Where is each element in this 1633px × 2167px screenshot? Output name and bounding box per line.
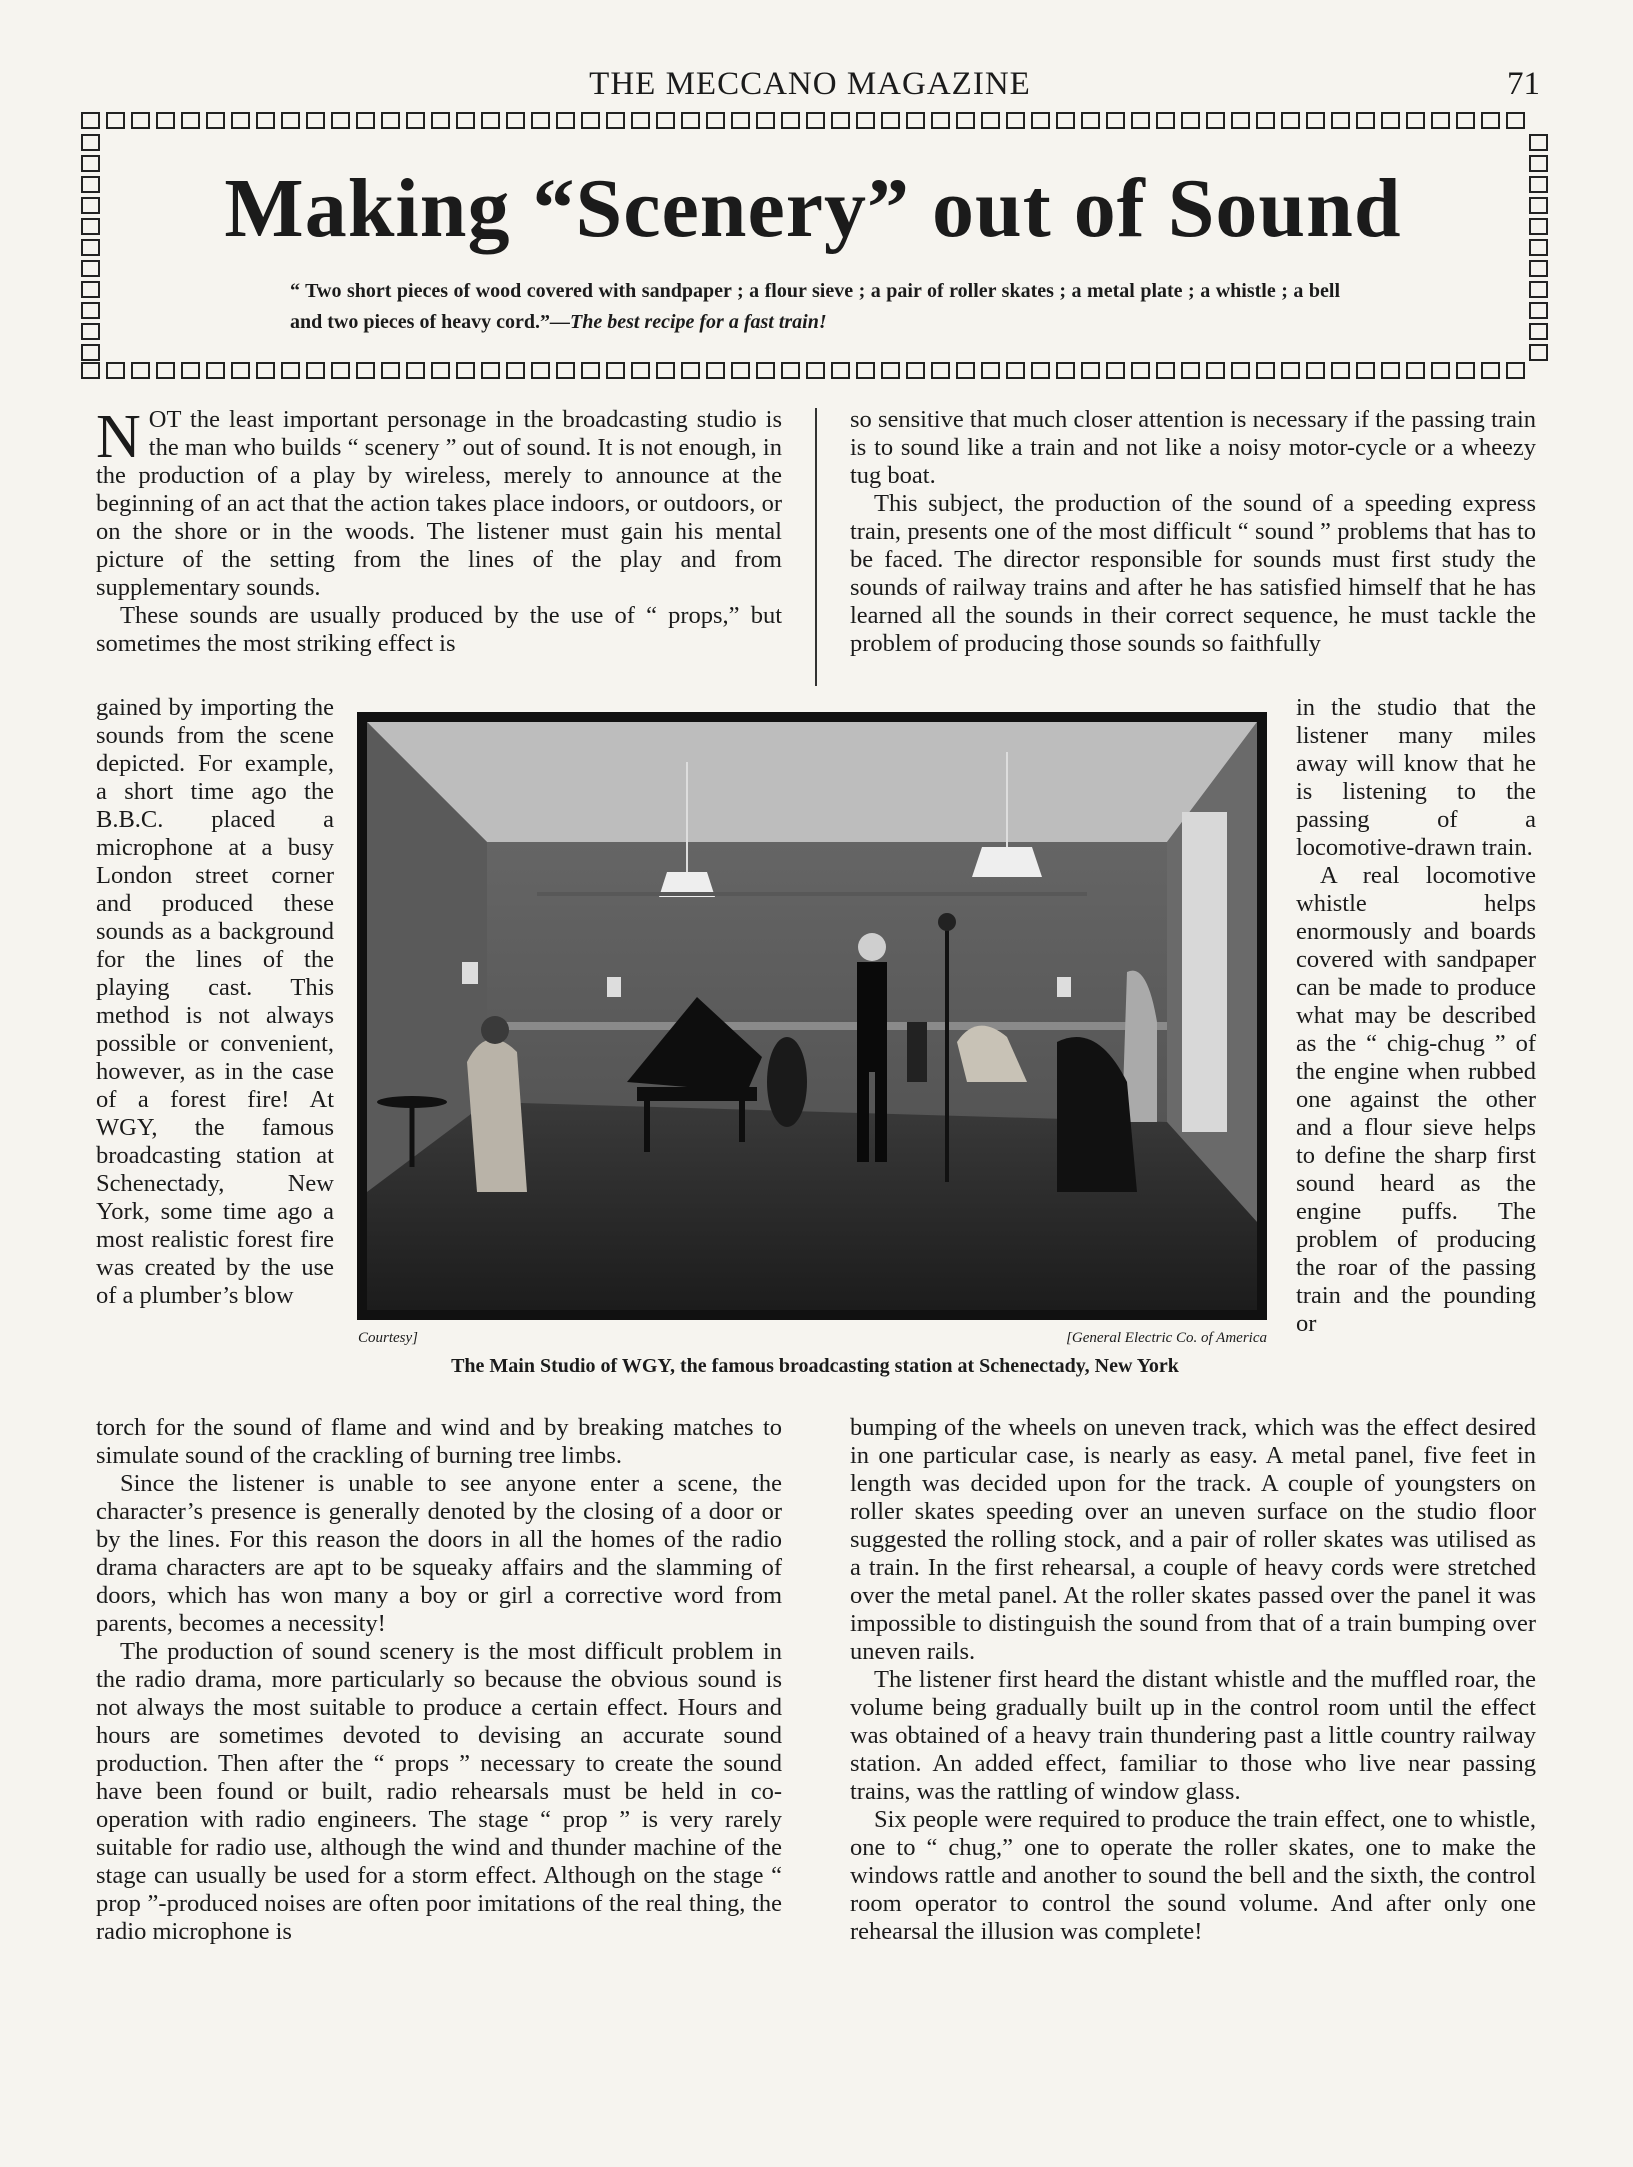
paragraph: bumping of the wheels on uneven track, which was the effect desired in one particular case, is nearly as easy. A metal panel, five feet in length was decided upon for the track. A couple of youngsters on roller skates speeding over an uneven surface on the studio floor suggested the rolling stock, and a pair of roller skates was utilised as a train. In the first rehearsal, a couple of heavy cords were stretched over the metal panel. At the roller skates passed over the panel it was impossible to distinguish the sound from that of a train bumping over uneven rails. (850, 1414, 1536, 1665)
border-square (806, 362, 825, 379)
border-square (1156, 112, 1175, 129)
border-square (631, 362, 650, 379)
page-number: 71 (1507, 66, 1540, 102)
border-square (81, 344, 100, 361)
border-square (456, 112, 475, 129)
border-square (1481, 112, 1500, 129)
paragraph: A real locomotive whistle helps enormously and boards covered with sandpaper can be made to produce what may be described as the “ chig-chug ” of the engine when rubbed one against the other and a flour sieve helps to define the sharp first sound heard as the engine puffs. The problem of producing the roar of the passing train and the pounding or (1296, 862, 1536, 1337)
border-square (406, 112, 425, 129)
studio-photo (367, 722, 1257, 1310)
column-2-wrap-text (1296, 694, 1536, 1338)
border-square (231, 112, 250, 129)
column-1-wrap-text (96, 694, 334, 1310)
border-square (981, 112, 1000, 129)
standfirst (290, 276, 1340, 338)
border-square (1381, 362, 1400, 379)
photo-credit-right: [General Electric Co. of America (1066, 1330, 1267, 1346)
border-square (1481, 362, 1500, 379)
border-square (806, 112, 825, 129)
border-square (1306, 112, 1325, 129)
border-square (381, 362, 400, 379)
border-square (831, 362, 850, 379)
border-square (506, 362, 525, 379)
column-2-bottom (850, 1414, 1536, 1946)
border-square (681, 112, 700, 129)
border-square (781, 112, 800, 129)
border-square (1306, 362, 1325, 379)
column-2-top (850, 406, 1536, 658)
border-square (831, 112, 850, 129)
border-square (1106, 112, 1125, 129)
standfirst-quote: “ Two short pieces of wood covered with sandpaper ; a flour sieve ; a pair of roller skates ; a metal plate ; a whistle ; a bell and two pieces of heavy cord.” (290, 280, 1340, 333)
border-square (281, 362, 300, 379)
border-square (1231, 362, 1250, 379)
border-square (1529, 323, 1548, 340)
border-square (956, 112, 975, 129)
border-square (1131, 112, 1150, 129)
border-square (1331, 362, 1350, 379)
border-square (981, 362, 1000, 379)
paragraph: The listener first heard the distant whistle and the muffled roar, the volume being gradually built up in the control room until the effect was obtained of a heavy train thundering past a little country railway station. An added effect, familiar to those who live near passing trains, was the rattling of window glass. (850, 1666, 1536, 1805)
border-square (356, 112, 375, 129)
border-square (481, 362, 500, 379)
border-square (656, 362, 675, 379)
border-square (81, 112, 100, 129)
column-1-top (96, 403, 782, 658)
border-square (1506, 362, 1525, 379)
paragraph: These sounds are usually produced by the use of “ props,” but sometimes the most striking effect is (96, 602, 782, 657)
border-square (656, 112, 675, 129)
border-square (206, 112, 225, 129)
border-square (556, 112, 575, 129)
paragraph: torch for the sound of flame and wind and by breaking matches to simulate sound of the crackling of burning tree limbs. (96, 1414, 782, 1469)
border-square (856, 362, 875, 379)
border-square (1456, 362, 1475, 379)
border-square (1256, 362, 1275, 379)
border-square (1431, 112, 1450, 129)
border-square (481, 112, 500, 129)
running-head (80, 66, 1540, 110)
border-square (456, 362, 475, 379)
border-square (1006, 112, 1025, 129)
border-square (756, 112, 775, 129)
border-square (1031, 112, 1050, 129)
border-square (906, 362, 925, 379)
paragraph: Six people were required to produce the train effect, one to whistle, one to “ chug,” one to operate the roller skates, one to make the windows rattle and another to sound the bell and the sixth, the control room operator to control the sound volume. And after only one rehearsal the illusion was complete! (850, 1806, 1536, 1945)
border-square (381, 112, 400, 129)
border-square (106, 112, 125, 129)
border-square (1081, 362, 1100, 379)
article-title: Making “Scenery” out of Sound (224, 162, 1402, 255)
paragraph (96, 403, 782, 602)
border-square (531, 362, 550, 379)
border-square (81, 134, 100, 151)
border-square (356, 362, 375, 379)
border-square (256, 362, 275, 379)
border-square (1356, 362, 1375, 379)
border-square (1456, 112, 1475, 129)
border-square (1131, 362, 1150, 379)
border-square (1156, 362, 1175, 379)
paragraph: in the studio that the listener many miles away will know that he is listening to the passing of a locomotive-drawn train. (1296, 694, 1536, 861)
border-square (731, 362, 750, 379)
column-1-bottom (96, 1414, 782, 1946)
border-square (81, 281, 100, 298)
column-rule (815, 408, 817, 686)
border-square (1056, 362, 1075, 379)
figure-caption: The Main Studio of WGY, the famous broadcasting station at Schenectady, New York (451, 1355, 1179, 1377)
border-square (1231, 112, 1250, 129)
border-square (1529, 260, 1548, 277)
border-square (131, 112, 150, 129)
border-square (156, 362, 175, 379)
border-square (1506, 112, 1525, 129)
border-square (81, 323, 100, 340)
paragraph: so sensitive that much closer attention is necessary if the passing train is to sound like a train and not like a noisy motor-cycle or a wheezy tug boat. (850, 406, 1536, 489)
magazine-title: THE MECCANO MAGAZINE (589, 66, 1031, 102)
border-square (81, 302, 100, 319)
border-square (181, 362, 200, 379)
border-square (306, 112, 325, 129)
border-square (131, 362, 150, 379)
border-square (1031, 362, 1050, 379)
border-square (231, 362, 250, 379)
border-square (81, 362, 100, 379)
border-square (881, 362, 900, 379)
paragraph: The production of sound scenery is the most difficult problem in the radio drama, more particularly so because the obvious sound is not always the most suitable to produce a certain effect. Hours and hours are sometimes devoted to devising an accurate sound production. Then after the “ props ” necessary to create the sound have been found or built, radio rehearsals must be held in co-operation with radio engineers. The stage “ prop ” is very rarely suitable for radio use, although the wind and thunder machine of the stage can usually be used for a storm effect. Although on the stage “ prop ”-produced noises are often poor imitations of the real thing, the radio microphone is (96, 1638, 782, 1945)
border-square (1181, 362, 1200, 379)
studio-photo-frame (357, 712, 1267, 1320)
border-square (81, 260, 100, 277)
border-square (1529, 344, 1548, 361)
border-square (881, 112, 900, 129)
border-square (256, 112, 275, 129)
border-square (431, 362, 450, 379)
border-square (1381, 112, 1400, 129)
paragraph: Since the listener is unable to see anyone enter a scene, the character’s presence is generally denoted by the closing of a door or by the lines. For this reason the doors in all the homes of the radio drama characters are apt to be squeaky affairs and the slamming of doors, which has won many a boy or girl a corrective word from parents, becomes a necessity! (96, 1470, 782, 1637)
border-square (781, 362, 800, 379)
border-square (1056, 112, 1075, 129)
border-square (956, 362, 975, 379)
border-square (706, 112, 725, 129)
border-square (1356, 112, 1375, 129)
border-square (756, 362, 775, 379)
border-square (581, 112, 600, 129)
border-square (1106, 362, 1125, 379)
paragraph: gained by importing the sounds from the scene depicted. For example, a short time ago the B.B.C. placed a microphone at a busy London street corner and produced these sounds as a background for the lines of the playing cast. This method is not always possible or convenient, however, as in the case of a forest fire! At WGY, the famous broadcasting station at Schenectady, New York, some time ago a most realistic forest fire was created by the use of a plumber’s blow (96, 694, 334, 1309)
drop-cap: N (96, 403, 141, 471)
border-square (281, 112, 300, 129)
border-square (1206, 112, 1225, 129)
border-square (1281, 112, 1300, 129)
border-square (581, 362, 600, 379)
border-square (1206, 362, 1225, 379)
border-square (1181, 112, 1200, 129)
border-square (931, 112, 950, 129)
standfirst-tag: —The best recipe for a fast train! (549, 311, 827, 333)
border-square (306, 362, 325, 379)
border-square (731, 112, 750, 129)
border-square (156, 112, 175, 129)
border-square (1006, 362, 1025, 379)
border-square (1406, 362, 1425, 379)
border-square (631, 112, 650, 129)
border-square (906, 112, 925, 129)
border-square (681, 362, 700, 379)
border-square (106, 362, 125, 379)
border-square (1529, 302, 1548, 319)
border-square (331, 362, 350, 379)
border-square (1081, 112, 1100, 129)
border-square (431, 112, 450, 129)
border-square (1406, 112, 1425, 129)
photo-credit-left: Courtesy] (358, 1330, 418, 1346)
border-square (531, 112, 550, 129)
border-square (1431, 362, 1450, 379)
border-square (331, 112, 350, 129)
border-square (856, 112, 875, 129)
border-square (606, 362, 625, 379)
border-square (556, 362, 575, 379)
border-square (1331, 112, 1350, 129)
border-square (1281, 362, 1300, 379)
border-square (1256, 112, 1275, 129)
border-square (406, 362, 425, 379)
border-square (506, 112, 525, 129)
border-square (181, 112, 200, 129)
paragraph: This subject, the production of the sound of a speeding express train, presents one of the most difficult “ sound ” problems that has to be faced. The director responsible for sounds must first study the sounds of railway trains and after he has satisfied himself that he has learned all the sounds in their correct sequence, he must tackle the problem of producing those sounds so faithfully (850, 490, 1536, 657)
border-square (1529, 281, 1548, 298)
border-square (606, 112, 625, 129)
border-square (706, 362, 725, 379)
border-square (1529, 134, 1548, 151)
border-square (931, 362, 950, 379)
paragraph-text: OT the least important personage in the broadcasting studio is the man who builds “ scenery ” out of sound. It is not enough, in the production of a play by wireless, merely to announce at the beginning of an act that the action takes place indoors, or outdoors, or on the shore or in the woods. The listener must gain his mental picture of the setting from the lines of the play and from supplementary sounds. (96, 406, 782, 601)
border-square (206, 362, 225, 379)
